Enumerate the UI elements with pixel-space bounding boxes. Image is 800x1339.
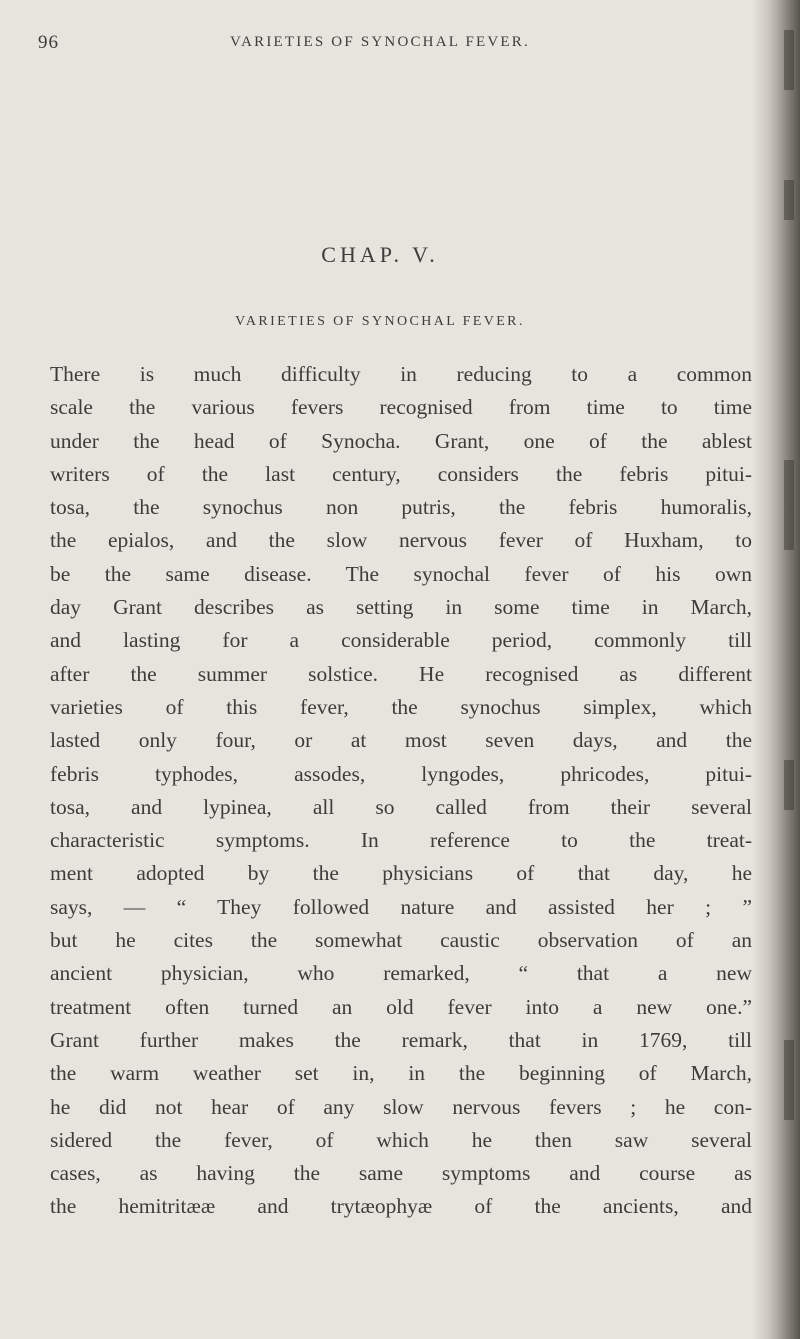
text-line: ancient physician, who remarked, “ that a new [50, 961, 752, 986]
text-line: after the summer solstice. He recognised as different [50, 661, 752, 686]
text-line: Grant further makes the remark, that in 1769, till [50, 1027, 752, 1052]
text-line: the hemitritææ and trytæophyæ of the ancients, and [50, 1194, 752, 1219]
text-line: be the same disease. The synochal fever of his own [50, 561, 752, 586]
text-line: lasted only four, or at most seven days, and the [50, 728, 752, 753]
binding-gutter [754, 0, 800, 1339]
text-line: but he cites the somewhat caustic observation of an [50, 928, 752, 953]
text-line: says, — “ They followed nature and assisted her ; ” [50, 894, 752, 919]
gutter-shadow [784, 30, 794, 90]
text-line: characteristic symptoms. In reference to the treat- [50, 828, 752, 853]
page-number: 96 [38, 32, 59, 53]
text-line: varieties of this fever, the synochus simplex, which [50, 694, 752, 719]
text-line: There is much difficulty in reducing to a common [50, 362, 752, 386]
text-line: under the head of Synocha. Grant, one of the ablest [50, 428, 752, 453]
text-line: he did not hear of any slow nervous fevers ; he con- [50, 1094, 752, 1119]
text-line: febris typhodes, assodes, lyngodes, phricodes, pitui- [50, 761, 752, 786]
chapter-subtitle: VARIETIES OF SYNOCHAL FEVER. [235, 314, 525, 329]
gutter-shadow [784, 180, 794, 220]
running-head [0, 32, 760, 56]
text-line: cases, as having the same symptoms and course as [50, 1161, 752, 1186]
text-line: scale the various fevers recognised from time to time [50, 395, 752, 420]
gutter-shadow [784, 760, 794, 810]
text-line: tosa, and lypinea, all so called from their several [50, 794, 752, 819]
text-line: writers of the last century, considers the febris pitui- [50, 461, 752, 486]
body-paragraph [50, 358, 752, 1224]
text-line: day Grant describes as setting in some time in March, [50, 595, 752, 620]
gutter-shadow [784, 1040, 794, 1120]
text-line: and lasting for a considerable period, commonly till [50, 628, 752, 653]
text-line: tosa, the synochus non putris, the febris humoralis, [50, 495, 752, 520]
text-line: treatment often turned an old fever into a new one.” [50, 994, 752, 1019]
running-title: VARIETIES OF SYNOCHAL FEVER. [230, 34, 530, 50]
text-line: ment adopted by the physicians of that day, he [50, 861, 752, 886]
gutter-shadow [784, 460, 794, 550]
text-line: the epialos, and the slow nervous fever of Huxham, to [50, 528, 752, 553]
chapter-heading: CHAP. V. [321, 242, 439, 267]
text-line: sidered the fever, of which he then saw several [50, 1127, 752, 1152]
text-line: the warm weather set in, in the beginning of March, [50, 1061, 752, 1086]
